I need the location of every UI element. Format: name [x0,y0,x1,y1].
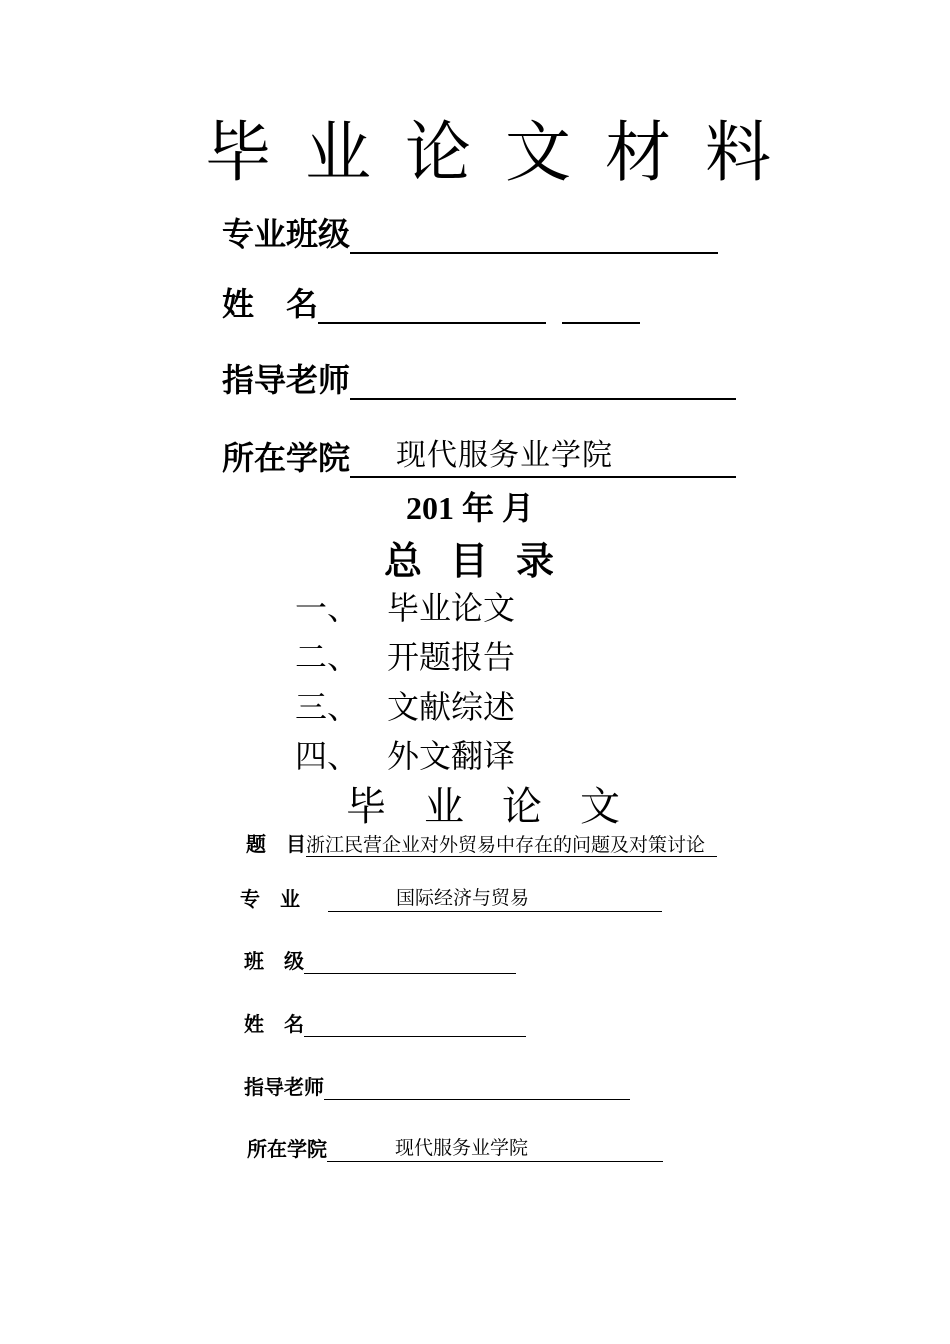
college-blank [350,440,736,478]
date-line: 201 年 月 [406,490,535,526]
college-label: 所在学院 [222,439,351,477]
toc-item-label: 开题报告 [387,638,516,676]
thesis-title: 毕业论文 [346,784,658,830]
major-blank [328,889,662,912]
toc-item-label: 毕业论文 [387,589,516,627]
thesis-advisor-label: 指导老师 [244,1075,324,1099]
class-blank [304,951,516,974]
page-title: 毕业论文材料 [205,114,805,191]
class-label: 班 级 [244,949,304,973]
major-label: 专 业 [240,887,300,911]
toc-item-number: 四、 [295,737,360,775]
topic-value: 浙江民营企业对外贸易中存在的问题及对策讨论 [306,834,717,857]
name-blank-2 [562,286,640,324]
toc-item[interactable] [295,637,515,677]
toc-title: 总目录 [384,539,583,583]
major-class-blank [350,216,718,254]
name-label: 姓 名 [222,285,319,323]
toc-item[interactable] [295,687,515,727]
thesis-name-blank [304,1014,526,1037]
major-class-field [222,214,718,254]
major-value: 国际经济与贸易 [396,887,530,909]
thesis-name-label: 姓 名 [244,1012,304,1036]
toc-item[interactable] [295,588,515,628]
thesis-advisor-blank [324,1077,630,1100]
thesis-college-blank [327,1139,663,1162]
major-class-label: 专业班级 [222,215,351,253]
toc-item-label: 文献综述 [387,688,516,726]
college-field [222,438,736,478]
thesis-college-field [247,1136,663,1162]
toc-item-label: 外文翻译 [387,737,516,775]
class-field [244,948,516,974]
advisor-blank [350,362,736,400]
topic-label: 题 目 [246,832,306,856]
major-field [240,886,662,912]
advisor-label: 指导老师 [222,361,351,399]
thesis-name-field [244,1011,526,1037]
name-field [222,284,640,324]
toc-item-number: 二、 [295,638,360,676]
toc-item-number: 一、 [295,589,360,627]
toc-item-number: 三、 [295,688,360,726]
college-value: 现代服务业学院 [396,438,614,473]
thesis-college-value: 现代服务业学院 [395,1137,529,1159]
name-blank [318,286,546,324]
thesis-college-label: 所在学院 [247,1137,327,1161]
thesis-advisor-field [244,1074,630,1100]
toc-item[interactable] [295,736,515,776]
topic-field [246,831,717,858]
advisor-field [222,360,736,400]
